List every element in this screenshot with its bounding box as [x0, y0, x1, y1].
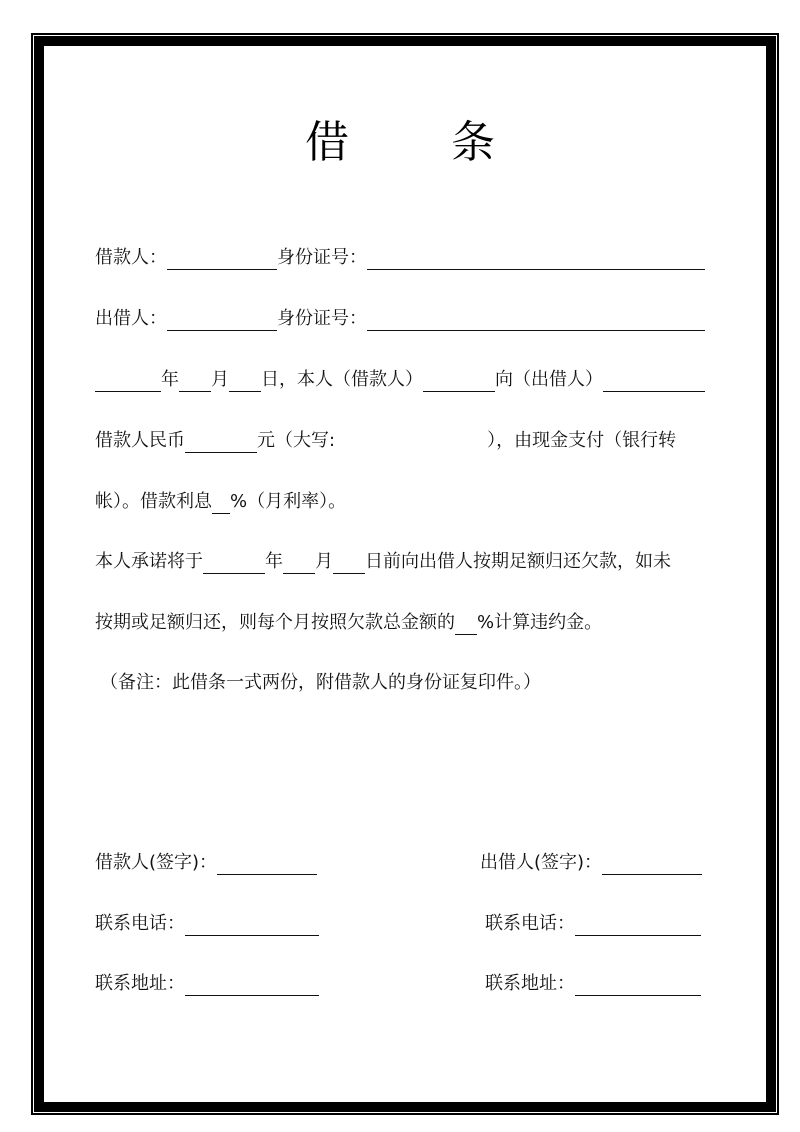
lender-phone [485, 912, 701, 936]
penalty-rate-blank[interactable] [455, 616, 477, 635]
borrower-address-blank[interactable] [185, 977, 319, 996]
lender-phone-blank[interactable] [575, 917, 701, 936]
promise-label: 本人承诺将于 [95, 551, 203, 572]
lender-sign-blank[interactable] [602, 856, 702, 875]
repayment-line [95, 550, 705, 574]
interest-label: 帐）。借款利息 [95, 491, 212, 512]
borrower-statement: 日，本人（借款人） [261, 369, 423, 390]
lender-blank[interactable] [603, 373, 705, 392]
borrower-sign-blank[interactable] [217, 856, 317, 875]
borrower-id-blank[interactable] [367, 251, 705, 270]
lender-name-blank[interactable] [167, 312, 277, 331]
borrower-address-label: 联系地址： [95, 973, 185, 994]
amount-blank[interactable] [185, 434, 257, 453]
borrower-address [95, 972, 319, 996]
lender-sign-label: 出借人(签字)： [480, 852, 603, 873]
lender-name-blank[interactable] [423, 373, 495, 392]
page-border [34, 36, 776, 1112]
borrower-label: 借款人： [95, 247, 167, 268]
to-lender-label: 向（出借人） [495, 369, 603, 390]
monthly-rate-label: %（月利率）。 [230, 491, 347, 512]
day-blank[interactable] [229, 373, 261, 392]
repay-day-blank[interactable] [333, 555, 365, 574]
lender-phone-label: 联系电话： [485, 913, 575, 934]
borrower-id-line [95, 246, 705, 270]
borrower-phone [95, 912, 319, 936]
lender-address-label: 联系地址： [485, 973, 575, 994]
yuan-label: 元（大写: [257, 430, 336, 451]
lender-id-line [95, 307, 705, 331]
borrower-name-blank[interactable] [167, 251, 277, 270]
amount-line [95, 429, 705, 453]
id-number-label: 身份证号： [277, 308, 367, 329]
year-label: 年 [161, 369, 179, 390]
borrower-signature [95, 851, 317, 875]
borrower-sign-label: 借款人(签字)： [95, 852, 218, 873]
lender-address [485, 972, 701, 996]
remarks-line [100, 671, 710, 695]
year-blank[interactable] [95, 373, 161, 392]
id-number-label: 身份证号： [277, 247, 367, 268]
repay-terms: 日前向出借人按期足额归还欠款，如未 [365, 551, 671, 572]
repay-month-label: 月 [315, 551, 333, 572]
lender-signature [480, 851, 702, 875]
month-label: 月 [211, 369, 229, 390]
rmb-label: 借款人民币 [95, 430, 185, 451]
repay-month-blank[interactable] [283, 555, 315, 574]
month-blank[interactable] [179, 373, 211, 392]
penalty-line [95, 611, 705, 635]
interest-line [95, 490, 705, 514]
lender-address-blank[interactable] [575, 977, 701, 996]
document-title: 借 条 [305, 117, 539, 168]
borrower-phone-blank[interactable] [185, 917, 319, 936]
penalty-label: %计算违约金。 [477, 612, 603, 633]
repay-year-blank[interactable] [203, 555, 265, 574]
borrower-phone-label: 联系电话： [95, 913, 185, 934]
interest-rate-blank[interactable] [212, 495, 230, 514]
lender-label: 出借人： [95, 308, 167, 329]
payment-method-label: ），由现金支付（银行转 [487, 430, 677, 451]
lender-id-blank[interactable] [367, 312, 705, 331]
repay-year-label: 年 [265, 551, 283, 572]
penalty-terms: 按期或足额归还，则每个月按照欠款总金额的 [95, 612, 455, 633]
loan-date-line [95, 368, 705, 392]
remarks-text: （备注：此借条一式两份，附借款人的身份证复印件。） [100, 672, 541, 693]
